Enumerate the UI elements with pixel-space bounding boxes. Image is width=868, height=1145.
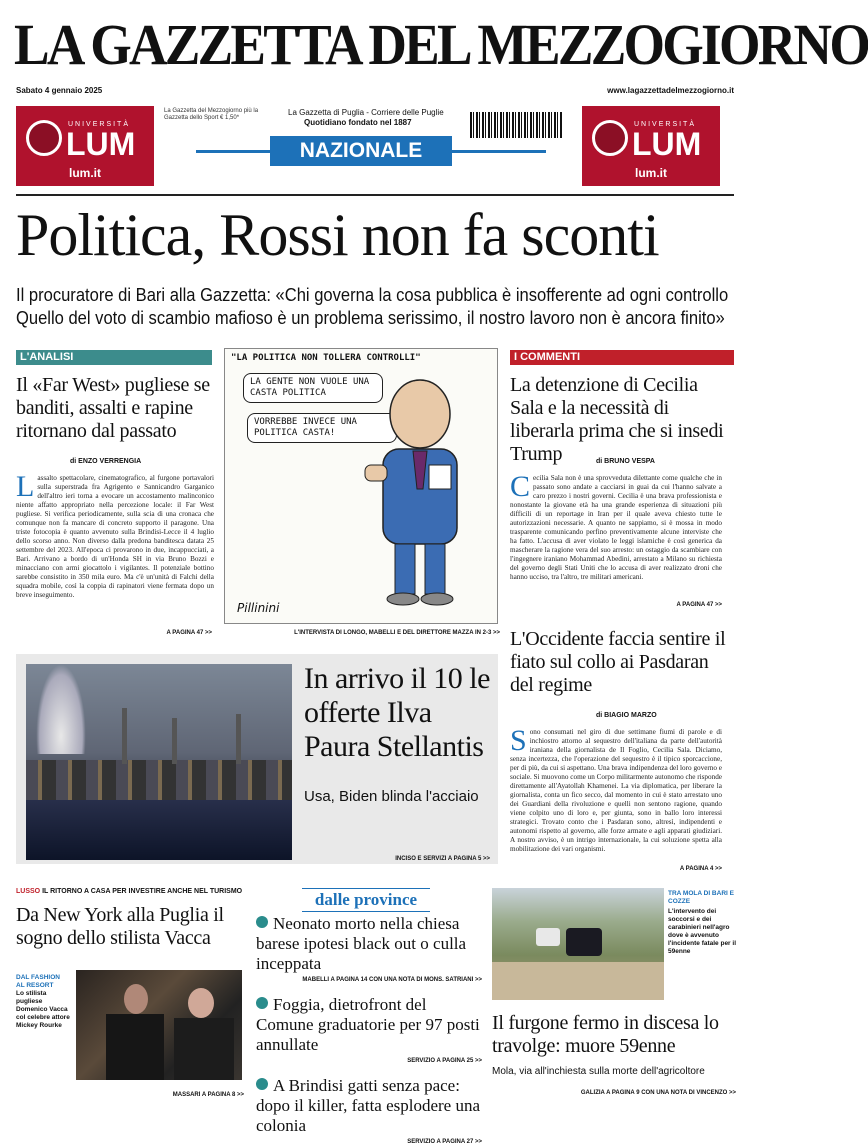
commenti-text: ecilia Sala non è una sprovveduta dilettante come qualche che in passato sono andate a cacciarsi in guai da cui l'hanno salvate a caro prezzo i nostri governi. Cecilia è una brava professionista e nonostante la giovane età ha una grande esperienza di situazioni più difficili di un reportage in Iran per il quale aveva chiesto tutte le autorizzazioni necessarie. A quanto ne sappiamo, si è mossa in modo trasparente comunicando perfino preventivamente alcune interviste che ha fatto. L'accusa di aver violato le leggi islamiche è così generica da mascherare la ragione vera del suo arresto: un ostaggio da scambiare con l'ingegnere iraniano Mohammad Abedini, arrestato a Milano su richiesta del governo degli Stati Uniti che lo accusa di aver realizzato droni che hanno ucciso, tra l'altro, tre militari americani. xyxy=(510,474,722,581)
province-item-ref[interactable]: SERVIZIO A PAGINA 25 >> xyxy=(407,1058,482,1064)
lum-brand: LUM xyxy=(66,126,136,162)
issue-date: Sabato 4 gennaio 2025 xyxy=(16,86,103,95)
province-title: dalle province xyxy=(302,888,430,912)
cartoon-bubble-1: LA GENTE NON VUOLE UNA CASTA POLITICA xyxy=(243,373,383,403)
furgone-caption xyxy=(668,890,736,956)
lum-university-label: UNIVERSITÀ xyxy=(634,121,697,128)
analisi-byline: di ENZO VERRENGIA xyxy=(70,458,142,465)
vacca-headline[interactable]: Da New York alla Puglia il sogno dello stilista Vacca xyxy=(16,904,224,949)
lead-headline[interactable]: Politica, Rossi non fa sconti xyxy=(16,202,659,268)
province-item-ref[interactable]: MABELLI A PAGINA 14 CON UNA NOTA DI MONS. SATRIANI >> xyxy=(302,977,482,983)
lead-deck xyxy=(16,284,729,330)
lum-seal-icon xyxy=(26,120,62,156)
ilva-headline[interactable]: In arrivo il 10 le offerte Ilva Paura Stellantis xyxy=(304,662,490,763)
tagline-1: La Gazzetta di Puglia - Corriere delle Puglie xyxy=(288,108,444,117)
cartoon-title: "LA POLITICA NON TOLLERA CONTROLLI" xyxy=(231,353,421,363)
occidente-byline: di BIAGIO MARZO xyxy=(596,712,657,719)
commenti-byline: di BRUNO VESPA xyxy=(596,458,655,465)
lum-brand: LUM xyxy=(632,126,702,162)
ilva-sub: Usa, Biden blinda l'acciaio xyxy=(304,788,479,805)
commenti-body xyxy=(510,470,722,600)
cartoon-figure-icon xyxy=(345,369,495,619)
lum-ad-left[interactable] xyxy=(16,106,154,186)
bullet-icon xyxy=(256,997,268,1009)
occidente-text: ono consumati nel giro di due settimane fiumi di parole e di inchiostro attorno al sequestro dell'italiana da parte dell'autorità iraniana della giornalista de Il Foglio, Cecilia Sala. Diciamo, senza incertezza, che l'operazione del sequestro è il tipico sporcaccione, per di più, da cui si aspettano. Una brava indipendenza del loro governo e sociale. Si muovono come un Corpo militarmente autonomo che risponde direttamente all'Ayatollah Khamenei. La via diplomatica, per liberare la giornalista, conta un fico secco, dal momento in cui è stato arrestato uno dei Guardiani della rivoluzione e quelli non sentono ragione, quando viene colpito uno di loro e, per giunta, sono in ballo loro interessi strategici. Trovato conto che i Pasdaran sono, altresì, indipendenti e autonomi rispetto al governo, alle forze armate e agli apparati giudiziari. A nostro avviso, è un intrigo internazionale, la cui soluzione spetta alla mobilitazione dei vari organismi. xyxy=(510,728,722,853)
vacca-caption-tag: DAL FASHION AL RESORT xyxy=(16,974,60,989)
lum-university-label: UNIVERSITÀ xyxy=(68,121,131,128)
bullet-icon xyxy=(256,916,268,928)
top-rule xyxy=(16,194,734,196)
vacca-caption xyxy=(16,974,70,1030)
tagline-2: Quotidiano fondato nel 1887 xyxy=(304,118,412,127)
furgone-ref[interactable]: GALIZIA A PAGINA 9 CON UNA NOTA DI VINCENZO >> xyxy=(580,1090,736,1096)
occidente-headline[interactable]: L'Occidente faccia sentire il fiato sul collo ai Pasdaran del regime xyxy=(510,628,726,696)
analisi-ref[interactable]: A PAGINA 47 >> xyxy=(166,630,212,636)
analisi-text: assalto spettacolare, cinematografico, al furgone portavalori sulla superstrada fra Agrigento e Sannicandro Garganico dell'altro ieri torna a evocare un accostamento malinconico niente affatto appropriato nella percezione locale: il Far West pugliese. Si verifica periodicamente, sulla scia di una cronaca che comunque non fa mancare di concreto supporto il paragone. Una triste fotocopia è quanto avvenuto sulla Brindisi-Lecce il 4 luglio dello scorso anno. Non diverso dalla predona banditesca datata 25 settembre del 2023. All'epoca ci provarono in due, incappucciati, a Bari. Arrivano a bordo di un'Honda SH in via Bruno Bozzi e minacciano con armi giocattolo i vigilantes. Il potenziale bottino sarebbe consistito in 350 mila euro. Ma c'è un'unità di Falchi della squadra mobile, così la coppia di rapinatori viene fermata dopo un breve inseguimento. xyxy=(16,474,214,599)
furgone-headline[interactable]: Il furgone fermo in discesa lo travolge: muore 59enne xyxy=(492,1012,719,1057)
ilva-ref[interactable]: INCISO E SERVIZI A PAGINA 5 >> xyxy=(395,856,490,862)
province-item-ref[interactable]: SERVIZIO A PAGINA 27 >> xyxy=(407,1139,482,1145)
lum-ad-right[interactable] xyxy=(582,106,720,186)
commenti-ref[interactable]: A PAGINA 47 >> xyxy=(676,602,722,608)
province-item-text: Neonato morto nella chiesa barese ipotesi black out o culla inceppata xyxy=(256,914,467,973)
price-note: La Gazzetta del Mezzogiorno più la Gazzetta dello Sport € 1,50* xyxy=(164,108,259,121)
vacca-kicker-tag: LUSSO xyxy=(16,888,41,895)
occidente-body xyxy=(510,724,722,864)
edition-label: NAZIONALE xyxy=(270,136,452,166)
lum-seal-icon xyxy=(592,120,628,156)
drop-cap: L xyxy=(16,470,35,503)
drop-cap: S xyxy=(510,724,527,757)
commenti-headline[interactable]: La detenzione di Cecilia Sala e la necessità di liberarla prima che si insedi Trump xyxy=(510,374,724,465)
province-item[interactable] xyxy=(256,995,482,1055)
masthead-title: LA GAZZETTA DEL MEZZOGIORNO xyxy=(14,12,868,77)
lum-site: lum.it xyxy=(635,166,667,180)
cartoon-panel xyxy=(224,348,498,624)
lead-deck-line-1: Il procuratore di Bari alla Gazzetta: «Chi governa la cosa pubblica è insofferente ad ogni controllo xyxy=(16,285,729,305)
province-list xyxy=(256,914,482,1145)
section-analisi: L'ANALISI xyxy=(16,350,212,365)
analisi-headline[interactable]: Il «Far West» pugliese se banditi, assalti e rapine ritornano dal passato xyxy=(16,374,210,442)
province-item[interactable] xyxy=(256,1076,482,1136)
province-item-text: Foggia, dietrofront del Comune graduatorie per 97 posti annullate xyxy=(256,995,480,1054)
vacca-photo xyxy=(76,970,242,1080)
occidente-ref[interactable]: A PAGINA 4 >> xyxy=(679,866,722,872)
vacca-kicker xyxy=(16,888,296,895)
drop-cap: C xyxy=(510,470,531,503)
section-commenti: I COMMENTI xyxy=(510,350,734,365)
lum-site: lum.it xyxy=(69,166,101,180)
cartoon-bubble-2: VORREBBE INVECE UNA POLITICA CASTA! xyxy=(247,413,397,443)
website[interactable]: www.lagazzettadelmezzogiorno.it xyxy=(607,86,734,95)
furgone-sub: Mola, via all'inchiesta sulla morte dell'agricoltore xyxy=(492,1066,705,1077)
vacca-ref[interactable]: MASSARI A PAGINA 8 >> xyxy=(172,1092,244,1098)
furgone-tag: TRA MOLA DI BARI E COZZE xyxy=(668,890,734,905)
province-item[interactable] xyxy=(256,914,482,974)
furgone-caption-text: L'intervento dei soccorsi e dei carabinieri nell'agro dove è avvenuto l'incidente fatale per il 59enne xyxy=(668,908,737,955)
bullet-icon xyxy=(256,1078,268,1090)
vacca-kicker-text: IL RITORNO A CASA PER INVESTIRE ANCHE NEL TURISMO xyxy=(42,888,243,895)
vacca-caption-text: Lo stilista pugliese Domenico Vacca col celebre attore Mickey Rourke xyxy=(16,990,70,1029)
ilva-photo xyxy=(26,664,292,860)
furgone-photo xyxy=(492,888,664,1000)
cartoon-signature: Pillinini xyxy=(237,601,280,615)
analisi-body xyxy=(16,470,214,624)
lead-deck-line-2: Quello del voto di scambio mafioso è un problema serissimo, il nostro lavoro non è ancora finito» xyxy=(16,308,725,328)
barcode xyxy=(470,112,562,138)
cartoon-caption[interactable]: L'INTERVISTA DI LONGO, MABELLI E DEL DIRETTORE MAZZA IN 2-3 >> xyxy=(294,630,500,636)
province-item-text: A Brindisi gatti senza pace: dopo il killer, fatta esplodere una colonia xyxy=(256,1076,481,1135)
